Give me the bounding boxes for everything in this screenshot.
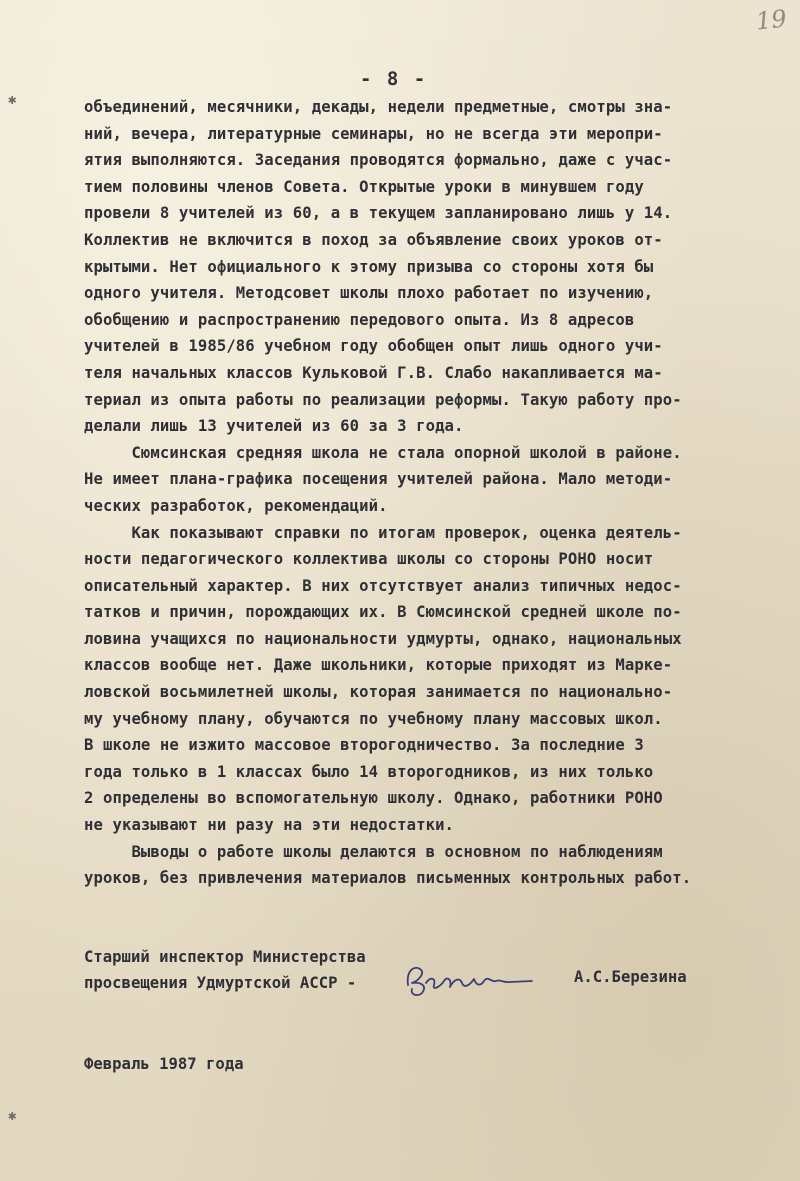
- body-text: [84, 94, 756, 892]
- text-line: ятия выполняются. Заседания проводятся формально, даже с учас-: [84, 151, 673, 170]
- text-line: учителей в 1985/86 учебном году обобщен опыт лишь одного учи-: [84, 337, 663, 356]
- text-line: провели 8 учителей из 60, а в текущем запланировано лишь у 14.: [84, 204, 673, 223]
- text-line: В школе не изжито массовое второгодничество. За последние 3: [84, 736, 644, 755]
- text-line: делали лишь 13 учителей из 60 за 3 года.: [84, 417, 464, 436]
- text-line: ловской восьмилетней школы, которая занимается по национально-: [84, 683, 673, 702]
- text-line: Как показывают справки по итогам проверок, оценка деятель-: [84, 523, 682, 542]
- text-line: Не имеет плана-графика посещения учителей района. Мало методи-: [84, 470, 673, 489]
- page-number: - 8 -: [360, 68, 428, 90]
- handwritten-signature: [400, 955, 540, 1005]
- signer-title-line: Старший инспектор Министерства: [84, 948, 366, 966]
- punch-mark: ✱: [8, 92, 17, 108]
- text-line: ловина учащихся по национальности удмурты, однако, национальных: [84, 629, 682, 648]
- text-line: описательный характер. В них отсутствует анализ типичных недос-: [84, 576, 682, 595]
- text-line: ний, вечера, литературные семинары, но не всегда эти меропри-: [84, 124, 663, 143]
- text-line: года только в 1 классах было 14 второгодников, из них только: [84, 762, 654, 781]
- text-line: одного учителя. Методсовет школы плохо работает по изучению,: [84, 284, 654, 303]
- punch-mark: ✱: [8, 1108, 17, 1124]
- text-line: Выводы о работе школы делаются в основном по наблюдениям: [84, 842, 663, 861]
- text-line: классов вообще нет. Даже школьники, которые приходят из Марке-: [84, 656, 673, 675]
- text-line: тием половины членов Совета. Открытые уроки в минувшем году: [84, 177, 644, 196]
- text-line: теля начальных классов Кульковой Г.В. Слабо накапливается ма-: [84, 363, 663, 382]
- text-line: му учебному плану, обучаются по учебному плану массовых школ.: [84, 709, 663, 728]
- signer-name: А.С.Березина: [574, 968, 687, 986]
- text-line: Коллектив не включится в поход за объявление своих уроков от-: [84, 230, 663, 249]
- text-line: обобщению и распространению передового опыта. Из 8 адресов: [84, 310, 635, 329]
- text-line: уроков, без привлечения материалов письменных контрольных работ.: [84, 869, 692, 888]
- text-line: 2 определены во вспомогательную школу. Однако, работники РОНО: [84, 789, 663, 808]
- text-line: крытыми. Нет официального к этому призыва со стороны хотя бы: [84, 257, 654, 276]
- text-line: ности педагогического коллектива школы со стороны РОНО носит: [84, 550, 654, 569]
- text-line: объединений, месячники, декады, недели предметные, смотры зна-: [84, 98, 673, 116]
- text-line: Сюмсинская средняя школа не стала опорной школой в районе.: [84, 443, 682, 462]
- text-line: татков и причин, порождающих их. В Сюмсинской средней школе по-: [84, 603, 682, 622]
- text-line: ческих разработок, рекомендаций.: [84, 496, 388, 515]
- text-line: не указывают ни разу на эти недостатки.: [84, 816, 455, 835]
- document-date: Февраль 1987 года: [84, 1055, 244, 1073]
- text-line: териал из опыта работы по реализации реформы. Такую работу про-: [84, 390, 682, 409]
- signer-title-line: просвещения Удмуртской АССР -: [84, 974, 357, 992]
- archive-page-number: 19: [754, 4, 788, 36]
